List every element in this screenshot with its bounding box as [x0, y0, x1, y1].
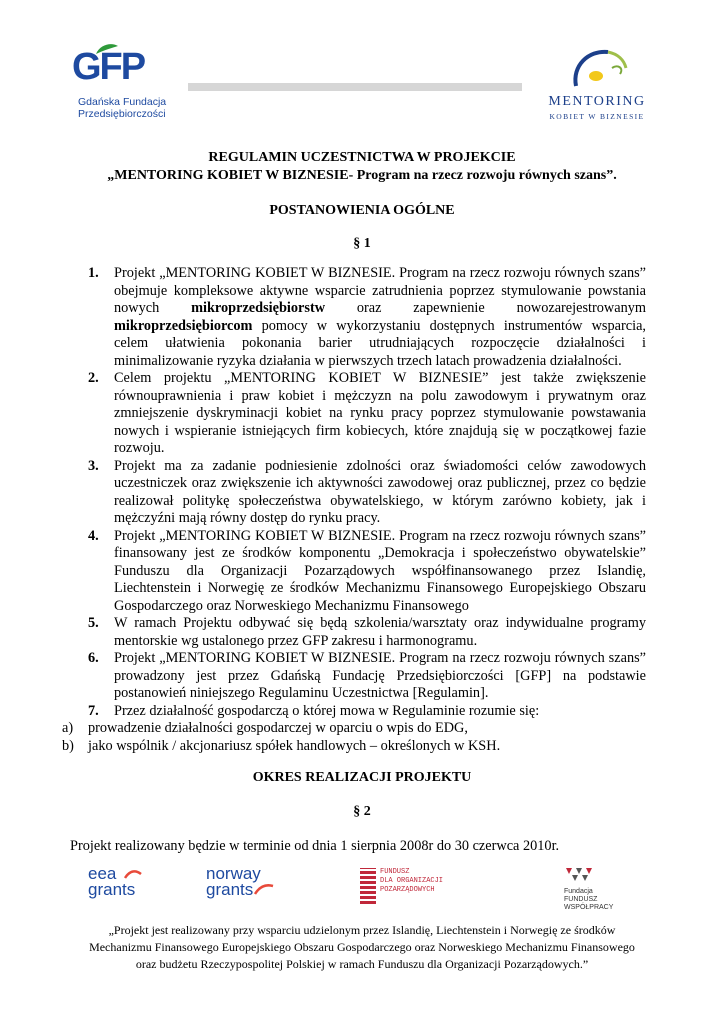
list-item [88, 458, 646, 528]
mentoring-subtitle: KOBIET W BIZNESIE [549, 112, 645, 121]
list-item-text [114, 458, 646, 527]
mentoring-logo [538, 44, 656, 126]
section2-text: Projekt realizowany będzie w terminie od dnia 1 sierpnia 2008r do 30 czerwca 2010r. [70, 838, 560, 854]
list-item-text [114, 650, 646, 701]
funding-note-line2: Mechanizmu Finansowego Europejskiego Obszaru Gospodarczego oraz Norweskiego Mechanizmu Finansowego [89, 940, 635, 954]
list-item-number: 5. [88, 615, 99, 631]
section2-heading: OKRES REALIZACJI PROJEKTU [252, 770, 472, 785]
fundusz-wspolpracy-logo [556, 866, 646, 911]
list-item-text [114, 528, 646, 614]
list-item [88, 370, 646, 458]
fundusz-line3: POZARZĄDOWYCH [380, 886, 435, 894]
gfp-name-line1: Gdańska Fundacja [78, 96, 167, 108]
list-item-text [114, 615, 646, 649]
list-item-number: 7. [88, 702, 99, 719]
list-item-number: 1. [88, 265, 99, 281]
gfp-name-line2: Przedsiębiorczości [78, 108, 166, 120]
norway-swoosh-icon [254, 882, 274, 896]
sub-list-item-letter: b) [62, 737, 74, 754]
sub-list-item-text: prowadzenie działalności gospodarczej w oparciu o wpis do EDG, [88, 720, 468, 736]
gfp-name [78, 96, 166, 120]
list-item [88, 650, 646, 703]
wspolpracy-line2: FUNDUSZ WSPÓŁPRACY [564, 896, 614, 911]
eea-swoosh-icon [124, 868, 142, 880]
text-run: Projekt „MENTORING KOBIET W BIZNESIE. Program na rzecz rozwoju równych szans” prowadzony jest przez Gdańską Fundację Przedsiębiorczości [GFP] na podstawie postanowień niniejszego Regulaminu Uczestnictwa [Regulamin]. [114, 650, 646, 701]
mentoring-title: MENTORING [548, 94, 646, 109]
sub-list-item [62, 738, 646, 756]
section2-paragraph-mark: § 2 [353, 804, 371, 819]
header-divider-bar [188, 83, 522, 91]
norway-logo-line2: grants [206, 880, 254, 899]
wspolpracy-line1: Fundacja [564, 888, 593, 895]
section1-heading: POSTANOWIENIA OGÓLNE [269, 203, 455, 218]
text-run: Przez działalność gospodarczą o której mowa w Regulaminie rozumie się: [114, 702, 540, 719]
document-title-line1: REGULAMIN UCZESTNICTWA W PROJEKCIE [208, 150, 516, 165]
list-item [88, 528, 646, 616]
text-run: Projekt „MENTORING KOBIET W BIZNESIE. Program na rzecz rozwoju równych szans” finansowany jest ze środków komponentu „Demokracja i społeczeństwo obywatelskie” Funduszu dla Organizacji Pozarządowych współfinansowanego przez Islandię, Liechtenstein i Norwegię ze środków Mechanizmu Finansowego Europejskiego Obszaru Gospodarczego oraz Norweskiego Mechanizmu Finansowego [114, 527, 646, 614]
sub-list-item-letter: a) [62, 720, 74, 736]
eea-grants-logo [88, 866, 148, 910]
list-item [88, 703, 646, 721]
text-run: W ramach Projektu odbywać się będą szkolenia/warsztaty oraz indywidualne programy mentorskie wg ustalonego przez GFP zakresu i harmonogramu. [114, 615, 646, 649]
list-item-number: 3. [88, 457, 99, 474]
section1-paragraph-mark: § 1 [353, 236, 371, 251]
funding-note-line1: „Projekt jest realizowany przy wsparciu udzielonym przez Islandię, Liechtenstein i Norwegię ze środków [108, 923, 616, 937]
fundusz-line2: DLA ORGANIZACJI [380, 877, 444, 885]
list-item-number: 4. [88, 527, 99, 544]
text-run: Celem projektu „MENTORING KOBIET W BIZNESIE” jest także zwiększenie równouprawnienia i praw kobiet i mężczyzn na polu zawodowym i prywatnym oraz zmniejszenie dyskryminacji kobiet na rynku pracy poprzez stymulowanie powstawania nowych i wspieranie istniejących firm kobiecych, które znajdują się w początkowej fazie rozwoju. [114, 370, 646, 456]
gfp-logo-text: GFP [72, 46, 145, 88]
section1-list [62, 265, 646, 755]
list-item-text [114, 265, 646, 369]
list-item [88, 615, 646, 650]
list-item-text [114, 703, 539, 719]
sub-list-item [62, 720, 646, 738]
bold-term: mikroprzedsiębiorcom [114, 317, 253, 334]
bold-term: mikroprzedsiębiorstw [191, 300, 326, 316]
mentoring-emblem-icon [568, 46, 628, 92]
fundusz-ngo-logo [360, 866, 446, 908]
funding-note-line3: oraz budżetu Rzeczypospolitej Polskiej w ramach Funduszu dla Organizacji Pozarządowych.” [135, 957, 589, 971]
sub-list-item-text: jako wspólnik / akcjonariusz spółek handlowych – określonych w KSH. [88, 737, 501, 754]
gfp-logo [72, 46, 182, 124]
list-item-text [114, 370, 646, 456]
text-run: Projekt ma za zadanie podniesienie zdolności oraz świadomości celów zawodowych uczestniczek oraz zwiększenie ich aktywności zawodowej oraz publicznej, przez co będzie realizował politykę społeczeństwa obywatelskiego, w którym zarówno kobiety, jak i mężczyźni mają równy dostęp do rynku pracy. [114, 457, 646, 526]
norway-grants-logo [206, 866, 276, 910]
text-run: Projekt „MENTORING KOBIET W BIZNESIE. Program na rzecz rozwoju równych szans” obejmuje kompleksowe aktywne wsparcie zatrudnienia poprzez stymulowanie powstania nowych [114, 265, 646, 316]
document-title-line2: „MENTORING KOBIET W BIZNESIE- Program na rzecz rozwoju równych szans”. [107, 168, 617, 183]
norway-logo-line1: norway [206, 864, 261, 883]
list-item-number: 2. [88, 370, 99, 386]
eea-logo-line1: eea [88, 864, 117, 883]
list-item-number: 6. [88, 650, 99, 666]
text-run: pomocy w wykorzystaniu dostępnych instrumentów wsparcia, celem ułatwienia pokonania barier utrudniających rozpoczęcie działalności i minimalizowanie ryzyka działania w pierwszych trzech latach prowadzenia działalności. [114, 317, 646, 369]
list-item [88, 265, 646, 370]
eea-logo-line2: grants [88, 880, 136, 899]
funding-note [60, 922, 664, 973]
fundusz-line1: FUNDUSZ [380, 868, 410, 876]
fundusz-pattern-icon [360, 868, 376, 904]
wspolpracy-triangles-icon [564, 866, 600, 884]
text-run: oraz zapewnienie nowozarejestrowanym [325, 300, 646, 316]
